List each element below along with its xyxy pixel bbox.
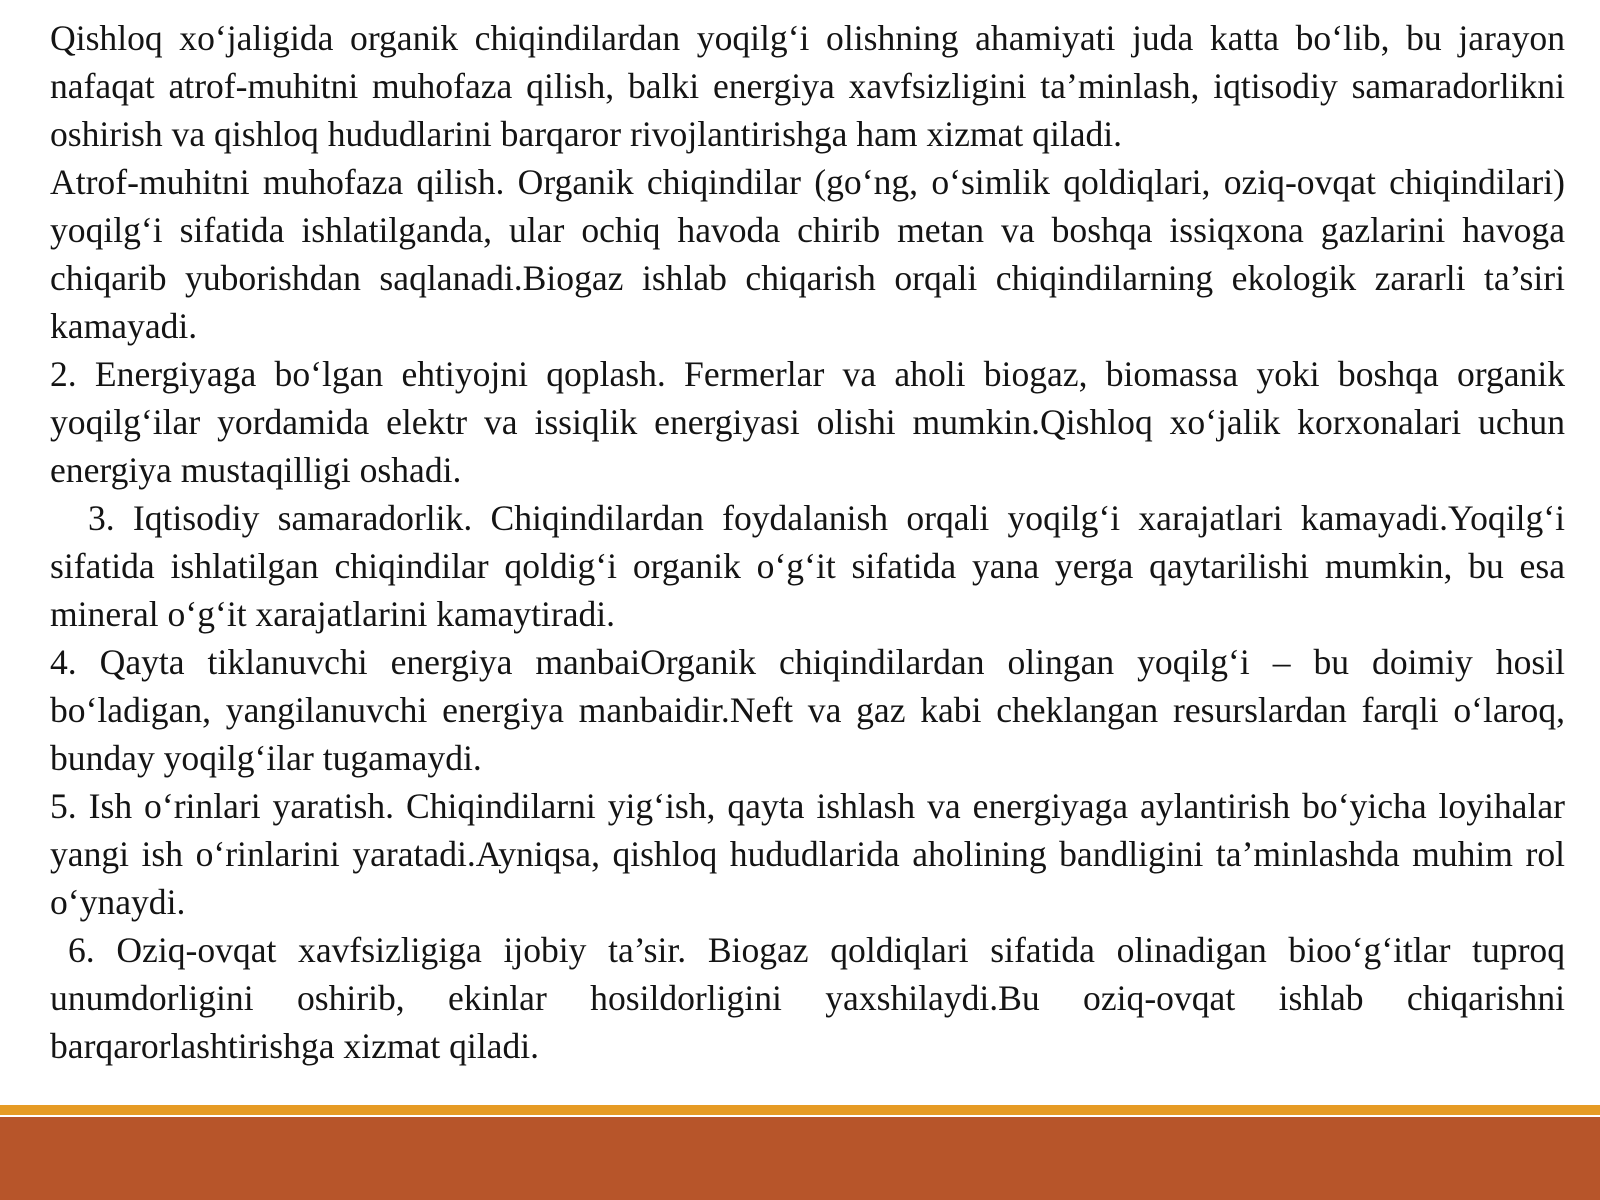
- paragraph-energy-needs: 2. Energiyaga bo‘lgan ehtiyojni qoplash. Fermerlar va aholi biogaz, biomassa yoki boshqa organik yoqilg‘ilar yordamida elektr va issiqlik energiyasi olishi mumkin.Qishloq xo‘jalik korxonalari uchun energiya mustaqilligi oshadi.: [50, 354, 1565, 490]
- footer-band: [0, 1117, 1600, 1200]
- slide-body-text: [50, 14, 1565, 1070]
- paragraph-intro: Qishloq xo‘jaligida organik chiqindilardan yoqilg‘i olishning ahamiyati juda katta bo‘lib, bu jarayon nafaqat atrof-muhitni muhofaza qilish, balki energiya xavfsizligini ta’minlash, iqtisodiy samaradorlikni oshirish va qishloq hududlarini barqaror rivojlantirishga ham xizmat qiladi.: [50, 18, 1565, 154]
- paragraph-environment: Atrof-muhitni muhofaza qilish. Organik chiqindilar (go‘ng, o‘simlik qoldiqlari, oziq-ovqat chiqindilari) yoqilg‘i sifatida ishlatilganda, ular ochiq havoda chirib metan va boshqa issiqxona gazlarini havoga chiqarib yuborishdan saqlanadi.Biogaz ishlab chiqarish orqali chiqindilarning ekologik zararli ta’siri kamayadi.: [50, 162, 1565, 346]
- paragraph-economic-efficiency: 3. Iqtisodiy samaradorlik. Chiqindilardan foydalanish orqali yoqilg‘i xarajatlari kamayadi.Yoqilg‘i sifatida ishlatilgan chiqindilar qoldig‘i organik o‘g‘it sifatida yana yerga qaytarilishi mumkin, bu esa mineral o‘g‘it xarajatlarini kamaytiradi.: [50, 498, 1565, 634]
- paragraph-jobs: 5. Ish o‘rinlari yaratish. Chiqindilarni yig‘ish, qayta ishlash va energiyaga aylantirish bo‘yicha loyihalar yangi ish o‘rinlarini yaratadi.Ayniqsa, qishloq hududlarida aholining bandligini ta’minlashda muhim rol o‘ynaydi.: [50, 786, 1565, 922]
- paragraph-food-security: 6. Oziq-ovqat xavfsizligiga ijobiy ta’sir. Biogaz qoldiqlari sifatida olinadigan bioo‘g‘itlar tuproq unumdorligini oshirib, ekinlar hosildorligini yaxshilaydi.Bu oziq-ovqat ishlab chiqarishni barqarorlashtirishga xizmat qiladi.: [50, 930, 1565, 1066]
- paragraph-renewable-source: 4. Qayta tiklanuvchi energiya manbaiOrganik chiqindilardan olingan yoqilg‘i – bu doimiy hosil bo‘ladigan, yangilanuvchi energiya manbaidir.Neft va gaz kabi cheklangan resurslardan farqli o‘laroq, bunday yoqilg‘ilar tugamaydi.: [50, 642, 1565, 778]
- footer-accent-line: [0, 1105, 1600, 1115]
